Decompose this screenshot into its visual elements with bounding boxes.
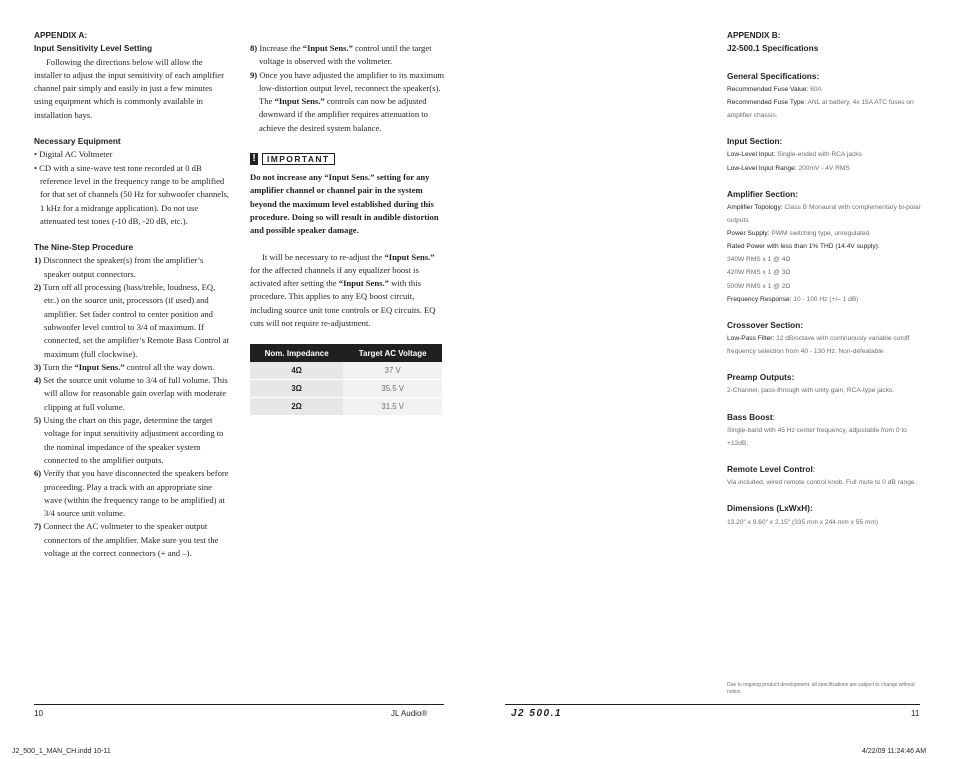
appendix-b-label: APPENDIX B:	[727, 30, 781, 40]
spec-low-level-input: Low-Level Input: Single-ended with RCA jacks	[727, 151, 862, 159]
crossover-section-heading: Crossover Section:	[727, 319, 804, 330]
step-1: 1) Disconnect the speaker(s) from the amplifier’s speaker output connectors.	[34, 255, 204, 279]
right-column	[727, 29, 923, 529]
table-header: Nom. Impedance	[250, 344, 343, 362]
table-header-row	[250, 344, 442, 362]
voltage-cell: 35.5 V	[343, 380, 442, 398]
step-6: 6) Verify that you have disconnected the speakers before proceeding. Play a track with an appropriate sine wave (within the frequency range to be amplified) at 3/4 source unit volume.	[34, 468, 229, 519]
spec-preamp: 2-Channel, pass-through with unity gain, RCA-type jacks.	[727, 387, 895, 395]
table-row	[250, 398, 442, 416]
step-5: 5) Using the chart on this page, determine the target voltage for input sensitivity adjustment according to the nominal impedance of the speaker system connected to the amplifier outputs.	[34, 415, 224, 465]
voltage-cell: 31.5 V	[343, 398, 442, 416]
spec-bass-boost: Single-band with 45 Hz center frequency, adjustable from 0 to +12dB.	[727, 426, 907, 447]
impedance-cell: 3Ω	[250, 380, 343, 398]
disclaimer: Due to ongoing product development, all specifications are subject to change without notice.	[727, 682, 915, 695]
spec-dimensions: 13.20" x 9.60" x 2.15" (335 mm x 244 mm x 55 mm)	[727, 518, 879, 526]
table-header: Target AC Voltage	[343, 344, 442, 362]
spec-remote: Via included, wired remote control knob. Full mute to 0 dB range.	[727, 479, 917, 487]
spec-low-level-range: Low-Level Input Range: 200mV - 4V RMS	[727, 164, 850, 172]
spec-topology: Amplifier Topology: Class B Monaural with complementary bi-polar outputs	[727, 203, 921, 225]
footer-rule-left	[34, 704, 444, 705]
spec-power-2ohm: 500W RMS x 1 @ 2Ω	[727, 282, 791, 290]
table-row	[250, 380, 442, 398]
important-badge	[250, 153, 446, 165]
dimensions-heading: Dimensions (LxWxH):	[727, 503, 813, 514]
spec-frequency-response: Frequency Response: 10 - 100 Hz (+/– 1 dB)	[727, 295, 859, 303]
bass-boost-heading: Bass Boost:	[727, 411, 775, 422]
step-3: 3) Turn the “Input Sens.” control all the way down.	[34, 361, 215, 372]
appendix-b-title: J2-500.1 Specifications	[727, 43, 819, 54]
spec-fuse-value: Recommended Fuse Value: 60A	[727, 85, 822, 93]
step-9: 9) Once you have adjusted the amplifier to its maximum low-distortion output level, reconnect the speaker(s). The “Input Sens.” controls can now be adjusted downward if the amplifier requires attenuation to achieve the desired system balance.	[250, 69, 445, 133]
page-number-left: 10	[34, 709, 43, 718]
impedance-cell: 2Ω	[250, 398, 343, 416]
appendix-a-label: APPENDIX A:	[34, 30, 88, 40]
intro-paragraph: Following the directions below will allow the installer to adjust the input sensitivity of each amplifier channel pair simply and easily in just a few minutes using equipment which is commonly available in installation bays.	[34, 56, 224, 120]
table-row	[250, 362, 442, 380]
input-section-heading: Input Section:	[727, 136, 783, 147]
page-number-right: 11	[911, 709, 920, 718]
voltage-cell: 37 V	[343, 362, 442, 380]
spec-power-3ohm: 420W RMS x 1 @ 3Ω	[727, 269, 791, 277]
footer-brand: JL Audio®	[391, 709, 428, 718]
steps-heading: The Nine-Step Procedure	[34, 242, 134, 253]
step-7: 7) Connect the AC voltmeter to the speaker output connectors of the amplifier. Make sure you test the voltage at the correct connectors (+ and –).	[34, 521, 219, 558]
amplifier-section-heading: Amplifier Section:	[727, 188, 798, 199]
impedance-cell: 4Ω	[250, 362, 343, 380]
step-4: 4) Set the source unit volume to 3/4 of full volume. This will allow for reasonable gain overlap with moderate clipping at full volume.	[34, 375, 228, 412]
equipment-heading: Necessary Equipment	[34, 136, 121, 147]
appendix-a-title: Input Sensitivity Level Setting	[34, 43, 153, 54]
spec-power-supply: Power Supply: PWM switching type, unregulated	[727, 230, 870, 238]
print-timestamp: 4/22/09 11:24:46 AM	[862, 748, 927, 755]
footer-rule-right	[505, 704, 920, 705]
middle-column	[250, 42, 446, 416]
step-2: 2) Turn off all processing (bass/treble, loudness, EQ, etc.) on the source unit, processors (if used) and amplifier. Set fader control to center position and subwoofer level control to 3/4 of maximum. If connected, set the amplifier’s Remote Bass Control at maximum (full clockwise).	[34, 282, 230, 359]
equipment-item: • CD with a sine-wave test tone recorded at 0 dB reference level in the frequency range to be amplified for that set of channels (50 Hz for subwoofer channels, 1 kHz for a midrange application). Do not use attenuated test tones (-10 dB, -20 dB, etc.).	[34, 162, 229, 226]
product-logo: J2 500.1	[511, 708, 562, 719]
exclamation-icon: !	[250, 153, 258, 165]
preamp-heading: Preamp Outputs:	[727, 372, 795, 383]
equipment-item: • Digital AC Voltmeter	[34, 149, 113, 160]
important-label: IMPORTANT	[262, 153, 335, 165]
indd-filename: J2_500_1_MAN_CH.indd 10-11	[12, 748, 111, 755]
general-spec-heading: General Specifications:	[727, 70, 820, 81]
warning-text: Do not increase any “Input Sens.” setting for any amplifier channel or channel pair in the system beyond the maximum level established during this procedure. Doing so will result in audible distortion and possible speaker damage.	[250, 172, 439, 236]
spec-low-pass-filter: Low-Pass Filter: 12 dB/octave with continuously variable cutoff frequency selection from 40 - 130 Hz. Non-defeatable	[727, 335, 910, 356]
readjust-paragraph: It will be necessary to re-adjust the “Input Sens.” for the affected channels if any equalizer boost is activated after setting the “Input Sens.” with this procedure. This applies to any EQ boost circuit, including source unit tone controls or EQ circuits. EQ cuts will not require re-adjustment.	[250, 251, 436, 329]
step-8: 8) Increase the “Input Sens.” control until the target voltage is observed with the voltmeter.	[250, 43, 432, 67]
spec-rated-power-label: Rated Power with less than 1% THD (14.4V supply):	[727, 243, 880, 251]
remote-heading: Remote Level Control:	[727, 464, 816, 475]
spec-fuse-type: Recommended Fuse Type: ANL at battery, 4x 15A ATC fuses on amplifier chassis.	[727, 98, 914, 120]
left-column	[34, 29, 230, 560]
impedance-table	[250, 344, 442, 416]
spec-power-4ohm: 340W RMS x 1 @ 4Ω	[727, 256, 791, 264]
